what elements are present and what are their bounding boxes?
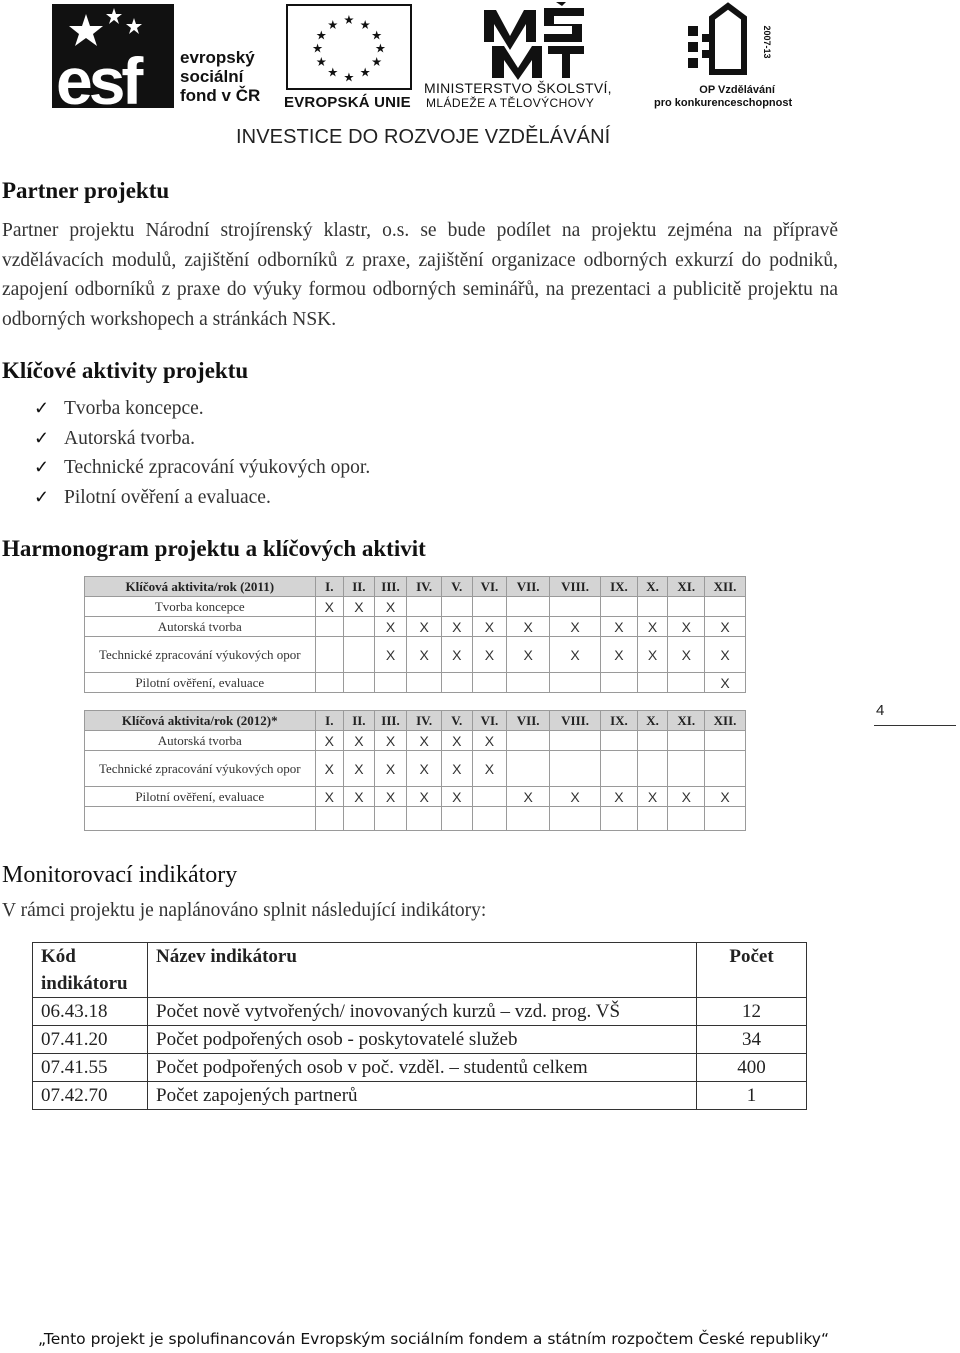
table-row	[85, 807, 746, 831]
partner-paragraph: Partner projektu Národní strojírenský klastr, o.s. se bude podílet na projektu zejména na přípravě vzdělávacích modulů, zajištění odborníků z praxe, zajištění organizace odborných exkurzí do podniků, zapojení odborníků z praxe do výuky formou odborných seminářů, na prezentaci a publicitě projektu na odborných workshopech a stránkách NSK.	[2, 220, 838, 330]
schedule-mark	[374, 807, 407, 831]
schedule-mark	[550, 673, 601, 693]
schedule-mark: X	[472, 617, 507, 637]
month-header: VII.	[507, 711, 550, 731]
month-header: XII.	[705, 577, 746, 597]
schedule-mark: X	[441, 617, 472, 637]
indicator-name: Počet zapojených partnerů	[148, 1082, 697, 1110]
svg-text:esf: esf	[56, 44, 140, 108]
indicator-count: 1	[697, 1082, 807, 1110]
activities-list	[34, 394, 370, 512]
month-header: IV.	[407, 577, 442, 597]
schedule-mark: X	[344, 787, 375, 807]
schedule-mark	[550, 731, 601, 751]
month-header: III.	[374, 577, 407, 597]
harmonogram-table-2011	[84, 576, 746, 693]
harmonogram-header-row	[85, 577, 746, 597]
column-header-name: Název indikátoru	[148, 943, 697, 998]
schedule-mark: X	[374, 637, 407, 673]
month-header: III.	[374, 711, 407, 731]
schedule-mark: X	[344, 597, 375, 617]
month-header: V.	[441, 711, 472, 731]
activity-year-header: Klíčová aktivita/rok (2011)	[85, 577, 316, 597]
month-header: X.	[637, 577, 668, 597]
msmt-text-line1: MINISTERSTVO ŠKOLSTVÍ,	[424, 80, 612, 96]
schedule-mark: X	[705, 637, 746, 673]
schedule-mark: X	[705, 617, 746, 637]
schedule-mark: X	[407, 787, 442, 807]
schedule-mark: X	[637, 787, 668, 807]
schedule-mark: X	[601, 787, 638, 807]
schedule-mark: X	[601, 637, 638, 673]
svg-text:★: ★	[371, 27, 383, 43]
indicator-count: 12	[697, 998, 807, 1026]
page-number: 4	[874, 702, 956, 726]
msmt-logo	[424, 2, 646, 112]
harmonogram-heading: Harmonogram projektu a klíčových aktivit	[2, 536, 426, 561]
schedule-mark: X	[668, 637, 705, 673]
schedule-mark	[315, 807, 344, 831]
schedule-mark: X	[637, 617, 668, 637]
svg-text:★: ★	[327, 64, 339, 80]
eu-text: EVROPSKÁ UNIE	[284, 94, 411, 111]
svg-text:★: ★	[311, 40, 324, 56]
op-emblem-icon	[684, 2, 774, 82]
schedule-mark	[705, 807, 746, 831]
svg-text:★: ★	[343, 12, 355, 28]
svg-text:★: ★	[327, 16, 339, 32]
harmonogram-header-row	[85, 711, 746, 731]
schedule-mark: X	[315, 751, 344, 787]
table-row	[33, 1026, 807, 1054]
schedule-mark: X	[507, 787, 550, 807]
month-header: XI.	[668, 711, 705, 731]
schedule-mark: X	[374, 617, 407, 637]
month-header: VII.	[507, 577, 550, 597]
schedule-mark	[472, 597, 507, 617]
schedule-mark	[315, 617, 344, 637]
schedule-mark	[441, 673, 472, 693]
schedule-mark: X	[472, 731, 507, 751]
schedule-mark: X	[374, 787, 407, 807]
partner-heading: Partner projektu	[2, 178, 170, 203]
checkmark-icon: ✓	[34, 427, 50, 448]
schedule-mark	[507, 673, 550, 693]
schedule-mark: X	[407, 637, 442, 673]
schedule-mark: X	[550, 617, 601, 637]
banner-text: INVESTICE DO ROZVOJE VZDĚLÁVÁNÍ	[236, 126, 611, 148]
activity-label: Technické zpracování výukových opor	[85, 637, 316, 673]
schedule-mark	[668, 673, 705, 693]
monitoring-heading: Monitorovací indikátory	[2, 862, 238, 888]
schedule-mark: X	[344, 751, 375, 787]
schedule-mark: X	[507, 617, 550, 637]
activities-heading: Klíčové aktivity projektu	[2, 358, 249, 383]
list-item: ✓ Technické zpracování výukových opor.	[34, 453, 370, 483]
schedule-mark	[472, 787, 507, 807]
list-item: ✓ Tvorba koncepce.	[34, 394, 370, 424]
table-row	[33, 1082, 807, 1110]
schedule-mark	[374, 673, 407, 693]
month-header: IX.	[601, 577, 638, 597]
schedule-mark: X	[705, 673, 746, 693]
table-header-row	[33, 943, 807, 998]
schedule-mark: X	[441, 787, 472, 807]
month-header: VIII.	[550, 711, 601, 731]
schedule-mark: X	[637, 637, 668, 673]
schedule-mark: X	[344, 731, 375, 751]
month-header: I.	[315, 711, 344, 731]
month-header: II.	[344, 711, 375, 731]
schedule-mark: X	[407, 731, 442, 751]
schedule-mark	[507, 731, 550, 751]
indicators-table	[32, 942, 807, 1110]
checkmark-icon: ✓	[34, 398, 50, 418]
svg-text:★: ★	[359, 64, 371, 80]
schedule-mark: X	[441, 751, 472, 787]
schedule-mark	[637, 807, 668, 831]
schedule-mark: X	[315, 731, 344, 751]
monitoring-intro: V rámci projektu je naplánováno splnit následující indikátory:	[2, 900, 487, 921]
schedule-mark	[507, 751, 550, 787]
schedule-mark	[472, 673, 507, 693]
schedule-mark	[550, 807, 601, 831]
schedule-mark	[637, 597, 668, 617]
list-item: ✓ Autorská tvorba.	[34, 424, 370, 454]
schedule-mark	[637, 673, 668, 693]
month-header: XII.	[705, 711, 746, 731]
month-header: VIII.	[550, 577, 601, 597]
schedule-mark	[407, 673, 442, 693]
month-header: I.	[315, 577, 344, 597]
schedule-mark	[407, 597, 442, 617]
indicator-name: Počet nově vytvořených/ inovovaných kurzů – vzd. prog. VŠ	[148, 998, 697, 1026]
month-header: VI.	[472, 577, 507, 597]
schedule-mark	[637, 731, 668, 751]
schedule-mark: X	[374, 597, 407, 617]
schedule-mark	[668, 751, 705, 787]
indicator-code: 07.41.55	[33, 1054, 148, 1082]
table-row	[85, 637, 746, 673]
schedule-mark	[550, 751, 601, 787]
activity-label	[85, 807, 316, 831]
schedule-mark	[705, 751, 746, 787]
schedule-mark	[601, 597, 638, 617]
schedule-mark: X	[472, 751, 507, 787]
month-header: II.	[344, 577, 375, 597]
activity-label: Autorská tvorba	[85, 617, 316, 637]
indicator-count: 400	[697, 1054, 807, 1082]
column-header-count: Počet	[697, 943, 807, 998]
esf-emblem-icon	[52, 4, 174, 108]
table-row	[85, 787, 746, 807]
month-header: X.	[637, 711, 668, 731]
indicator-code: 07.42.70	[33, 1082, 148, 1110]
schedule-mark	[705, 597, 746, 617]
indicator-name: Počet podpořených osob v poč. vzděl. – studentů celkem	[148, 1054, 697, 1082]
table-row	[33, 998, 807, 1026]
table-row	[85, 731, 746, 751]
schedule-mark: X	[441, 731, 472, 751]
schedule-mark: X	[441, 637, 472, 673]
schedule-mark	[668, 731, 705, 751]
svg-text:★: ★	[371, 54, 383, 70]
schedule-mark: X	[550, 637, 601, 673]
table-row	[85, 597, 746, 617]
schedule-mark: X	[472, 637, 507, 673]
indicator-code: 07.41.20	[33, 1026, 148, 1054]
column-header-code: Kód indikátoru	[33, 943, 148, 998]
schedule-mark	[344, 807, 375, 831]
schedule-mark	[441, 597, 472, 617]
schedule-mark	[315, 673, 344, 693]
indicator-name: Počet podpořených osob - poskytovatelé služeb	[148, 1026, 697, 1054]
schedule-mark	[507, 807, 550, 831]
schedule-mark: X	[315, 787, 344, 807]
schedule-mark	[550, 597, 601, 617]
schedule-mark	[441, 807, 472, 831]
footer-note: „Tento projekt je spolufinancován Evropským sociálním fondem a státním rozpočtem České republiky“	[38, 1330, 829, 1348]
schedule-mark	[601, 731, 638, 751]
table-row	[85, 751, 746, 787]
schedule-mark: X	[374, 751, 407, 787]
schedule-mark: X	[668, 787, 705, 807]
indicator-code: 06.43.18	[33, 998, 148, 1026]
esf-text: evropský sociální fond v ČR	[180, 48, 261, 105]
schedule-mark	[344, 673, 375, 693]
month-header: V.	[441, 577, 472, 597]
eu-stars-icon	[286, 4, 412, 90]
svg-text:★: ★	[359, 16, 371, 32]
activity-label: Technické zpracování výukových opor	[85, 751, 316, 787]
schedule-mark	[601, 751, 638, 787]
activity-label: Autorská tvorba	[85, 731, 316, 751]
activity-label: Tvorba koncepce	[85, 597, 316, 617]
msmt-emblem-icon	[482, 2, 592, 80]
schedule-mark: X	[315, 597, 344, 617]
table-row	[85, 673, 746, 693]
month-header: VI.	[472, 711, 507, 731]
table-row	[33, 1054, 807, 1082]
schedule-mark	[668, 597, 705, 617]
schedule-mark: X	[407, 751, 442, 787]
op-text: OP Vzdělávání pro konkurenceschopnost	[654, 84, 793, 109]
schedule-mark: X	[374, 731, 407, 751]
esf-logo	[52, 4, 274, 114]
activity-year-header: Klíčová aktivita/rok (2012)*	[85, 711, 316, 731]
checkmark-icon: ✓	[34, 486, 50, 507]
schedule-mark	[407, 807, 442, 831]
schedule-mark	[668, 807, 705, 831]
schedule-mark	[507, 597, 550, 617]
msmt-text-line2: MLÁDEŽE A TĚLOVÝCHOVY	[426, 96, 595, 110]
schedule-mark: X	[705, 787, 746, 807]
month-header: IV.	[407, 711, 442, 731]
schedule-mark	[315, 637, 344, 673]
logo-header	[0, 0, 960, 160]
harmonogram-table-2012	[84, 710, 746, 831]
month-header: XI.	[668, 577, 705, 597]
schedule-mark	[637, 751, 668, 787]
month-header: IX.	[601, 711, 638, 731]
indicator-count: 34	[697, 1026, 807, 1054]
eu-logo	[284, 4, 416, 114]
schedule-mark	[601, 673, 638, 693]
schedule-mark: X	[601, 617, 638, 637]
svg-text:★: ★	[315, 54, 327, 70]
schedule-mark	[344, 637, 375, 673]
op-years: 2007-13	[762, 25, 772, 59]
schedule-mark	[472, 807, 507, 831]
schedule-mark: X	[550, 787, 601, 807]
table-row	[85, 617, 746, 637]
activity-label: Pilotní ověření, evaluace	[85, 673, 316, 693]
svg-text:★: ★	[315, 27, 327, 43]
schedule-mark	[601, 807, 638, 831]
svg-text:★: ★	[343, 69, 355, 85]
schedule-mark: X	[507, 637, 550, 673]
activity-label: Pilotní ověření, evaluace	[85, 787, 316, 807]
svg-text:★: ★	[374, 40, 387, 56]
checkmark-icon: ✓	[34, 457, 50, 477]
op-logo	[654, 2, 804, 114]
schedule-mark	[344, 617, 375, 637]
schedule-mark	[705, 731, 746, 751]
schedule-mark: X	[407, 617, 442, 637]
schedule-mark: X	[668, 617, 705, 637]
list-item: ✓ Pilotní ověření a evaluace.	[34, 483, 370, 513]
